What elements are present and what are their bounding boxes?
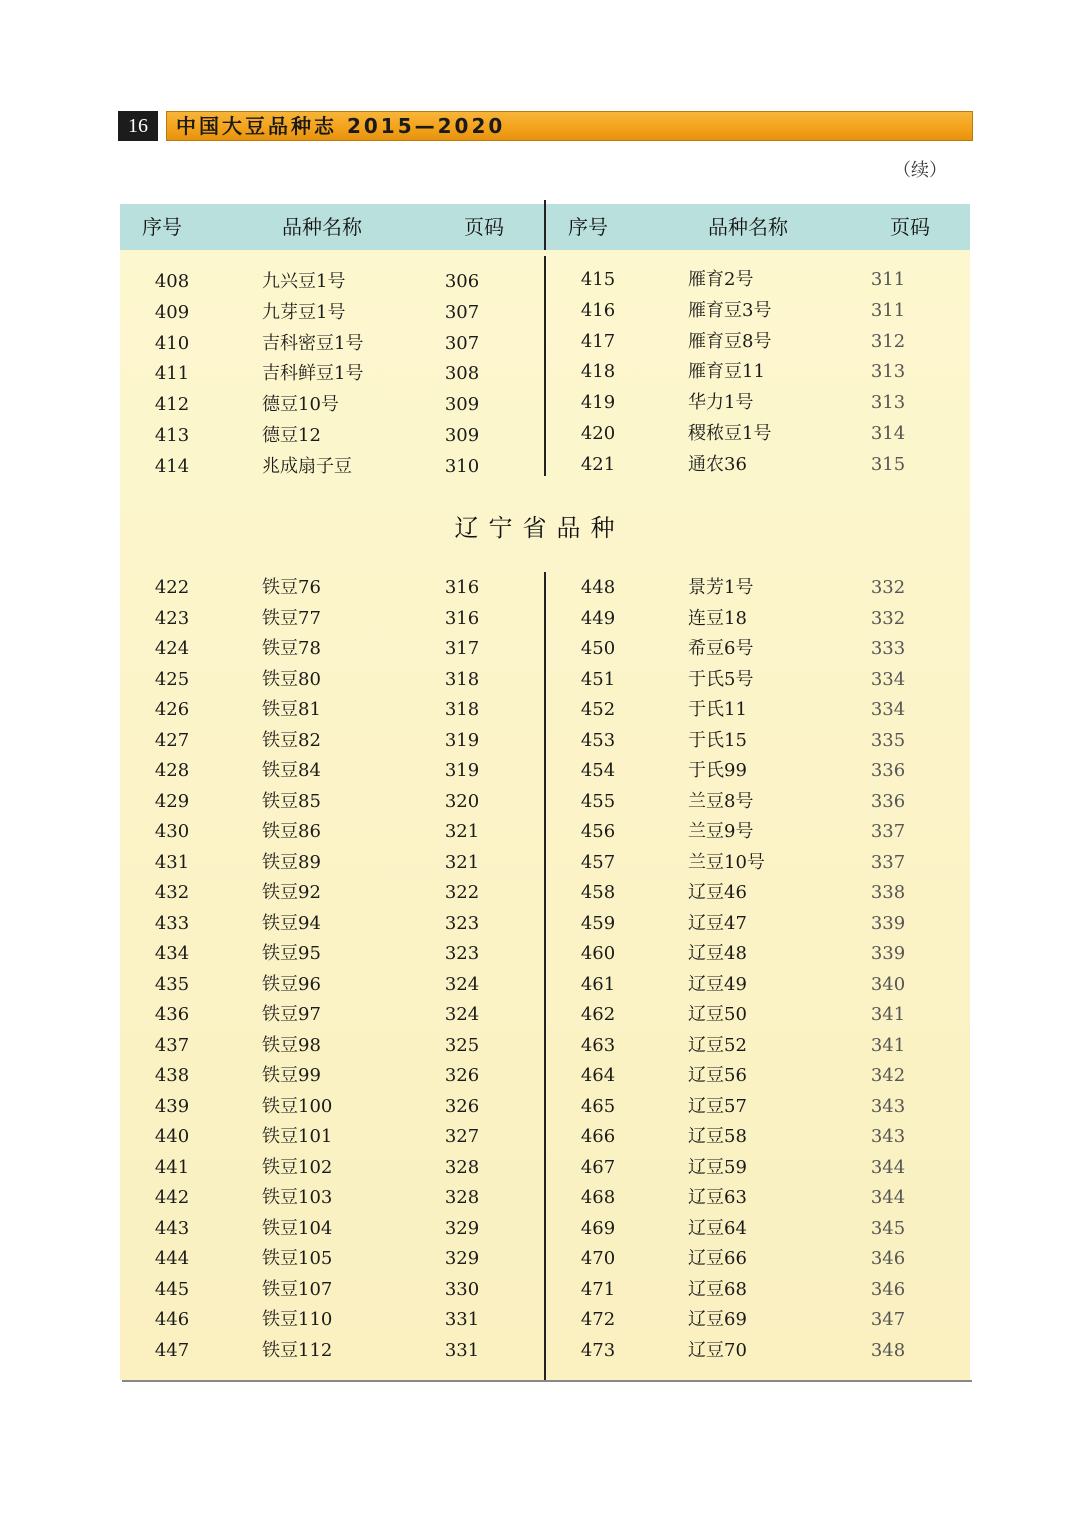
table-row (578, 450, 918, 480)
variety-number: 408 (154, 271, 190, 292)
col-header-no-right: 序号 (568, 215, 608, 239)
table-row (152, 695, 492, 725)
page-reference: 324 (444, 973, 480, 995)
table-row (152, 726, 492, 756)
col-header-name-right: 品种名称 (708, 215, 788, 239)
page-reference: 335 (870, 729, 906, 751)
page-reference: 336 (870, 760, 906, 781)
page-reference: 313 (870, 392, 906, 414)
variety-name: 铁豆107 (262, 1278, 333, 1300)
variety-number: 463 (580, 1034, 616, 1056)
variety-number: 435 (154, 973, 190, 995)
variety-name: 铁豆92 (262, 882, 321, 903)
book-title: 中国大豆品种志 2015—2020 (176, 114, 506, 138)
variety-number: 440 (154, 1126, 190, 1147)
table-row (152, 939, 492, 969)
variety-number: 417 (580, 330, 616, 352)
page-reference: 344 (870, 1187, 906, 1208)
table-row (578, 665, 918, 695)
page-reference: 342 (870, 1065, 906, 1086)
table-row (578, 787, 918, 817)
variety-number: 465 (580, 1095, 616, 1117)
variety-name: 德豆12 (262, 425, 321, 446)
variety-name: 铁豆102 (262, 1156, 333, 1178)
page-reference: 313 (870, 361, 906, 383)
variety-number: 416 (580, 299, 616, 321)
variety-number: 426 (154, 699, 190, 720)
table-row (578, 296, 918, 326)
variety-number: 434 (154, 943, 190, 964)
page-reference: 319 (444, 729, 480, 751)
variety-name: 铁豆84 (262, 760, 321, 781)
variety-name: 铁豆105 (262, 1248, 333, 1269)
variety-number: 450 (580, 638, 616, 659)
variety-name: 辽豆64 (688, 1217, 747, 1239)
variety-name: 铁豆77 (262, 607, 321, 629)
variety-name: 辽豆52 (688, 1034, 747, 1056)
variety-number: 413 (154, 425, 190, 446)
page-reference: 306 (444, 271, 480, 292)
variety-name: 辽豆59 (688, 1156, 747, 1178)
variety-number: 466 (580, 1126, 616, 1147)
variety-name: 铁豆81 (262, 699, 321, 720)
table-row (152, 634, 492, 664)
page-reference: 321 (444, 821, 480, 842)
variety-name: 铁豆85 (262, 790, 321, 812)
page-reference: 347 (870, 1309, 906, 1330)
section-title: 辽宁省品种 (454, 514, 625, 542)
page-reference: 316 (444, 607, 480, 629)
table-row (152, 817, 492, 847)
variety-number: 454 (580, 760, 616, 781)
variety-number: 411 (154, 363, 190, 385)
variety-number: 414 (154, 455, 190, 477)
variety-name: 铁豆97 (262, 1004, 321, 1025)
table-row (578, 634, 918, 664)
table-row (578, 1153, 918, 1183)
variety-name: 铁豆103 (262, 1187, 333, 1208)
table-row (578, 604, 918, 634)
variety-number: 460 (580, 943, 616, 964)
variety-number: 429 (154, 790, 190, 812)
page-reference: 318 (444, 668, 480, 690)
variety-number: 439 (154, 1095, 190, 1117)
table-row (152, 298, 492, 328)
variety-number: 462 (580, 1004, 616, 1025)
variety-name: 铁豆100 (262, 1095, 333, 1117)
table-row (152, 1153, 492, 1183)
variety-number: 453 (580, 729, 616, 751)
variety-number: 472 (580, 1309, 616, 1330)
page-reference: 328 (444, 1156, 480, 1178)
variety-number: 437 (154, 1034, 190, 1056)
variety-number: 469 (580, 1217, 616, 1239)
col-header-page-left: 页码 (464, 215, 504, 239)
variety-name: 辽豆63 (688, 1187, 747, 1208)
variety-name: 辽豆70 (688, 1339, 747, 1361)
table-row (152, 1214, 492, 1244)
table-row (578, 878, 918, 908)
variety-number: 470 (580, 1248, 616, 1269)
variety-name: 铁豆96 (262, 973, 321, 995)
table-row (152, 604, 492, 634)
variety-name: 铁豆80 (262, 668, 321, 690)
page-reference: 321 (444, 851, 480, 873)
variety-number: 430 (154, 821, 190, 842)
table-row (578, 1061, 918, 1091)
page-reference: 348 (870, 1339, 906, 1361)
page-reference: 341 (870, 1004, 906, 1025)
table-row (152, 267, 492, 297)
table-row (578, 726, 918, 756)
variety-number: 438 (154, 1065, 190, 1086)
table-row (152, 970, 492, 1000)
variety-name: 九芽豆1号 (262, 301, 346, 323)
variety-name: 于氏5号 (688, 668, 754, 690)
header-divider (544, 200, 546, 250)
page-reference: 343 (870, 1126, 906, 1147)
variety-name: 于氏11 (688, 699, 747, 720)
variety-name: 稷秾豆1号 (688, 423, 772, 444)
table-row (578, 1275, 918, 1305)
variety-name: 雁育豆8号 (688, 330, 772, 352)
variety-number: 459 (580, 912, 616, 934)
page-reference: 310 (444, 455, 480, 477)
variety-name: 辽豆49 (688, 973, 747, 995)
variety-name: 辽豆57 (688, 1095, 747, 1117)
variety-name: 吉科密豆1号 (262, 332, 364, 354)
variety-number: 415 (580, 269, 616, 290)
variety-name: 雁育豆11 (688, 361, 765, 383)
variety-number: 448 (580, 577, 616, 598)
table-row (152, 1000, 492, 1030)
table-row (578, 1122, 918, 1152)
table-row (578, 419, 918, 449)
variety-number: 444 (154, 1248, 190, 1269)
page-reference: 307 (444, 332, 480, 354)
variety-number: 436 (154, 1004, 190, 1025)
variety-number: 473 (580, 1339, 616, 1361)
variety-number: 423 (154, 607, 190, 629)
table-row (152, 848, 492, 878)
table-row (578, 817, 918, 847)
continued-label: （续） (893, 160, 947, 181)
variety-number: 422 (154, 577, 190, 598)
page-reference: 344 (870, 1156, 906, 1178)
page-reference: 314 (870, 423, 906, 444)
variety-name: 辽豆46 (688, 882, 747, 903)
variety-number: 467 (580, 1156, 616, 1178)
variety-name: 辽豆56 (688, 1065, 747, 1086)
variety-name: 铁豆104 (262, 1217, 333, 1239)
table-row (578, 388, 918, 418)
variety-number: 420 (580, 423, 616, 444)
page-reference: 337 (870, 851, 906, 873)
variety-name: 铁豆98 (262, 1034, 321, 1056)
variety-name: 景芳1号 (688, 577, 754, 598)
table-row (578, 970, 918, 1000)
table-row (578, 848, 918, 878)
variety-name: 辽豆68 (688, 1278, 747, 1300)
page-reference: 329 (444, 1248, 480, 1269)
variety-name: 辽豆48 (688, 943, 747, 964)
page-reference: 323 (444, 943, 480, 964)
page-reference: 334 (870, 699, 906, 720)
page-reference: 341 (870, 1034, 906, 1056)
variety-name: 雁育2号 (688, 269, 754, 290)
variety-number: 443 (154, 1217, 190, 1239)
table-row (152, 573, 492, 603)
table-row (578, 695, 918, 725)
table-row (152, 756, 492, 786)
table-row (152, 1183, 492, 1213)
variety-number: 424 (154, 638, 190, 659)
page-reference: 346 (870, 1248, 906, 1269)
table-row (152, 421, 492, 451)
col-header-no-left: 序号 (142, 215, 182, 239)
variety-name: 兰豆10号 (688, 851, 765, 873)
col-header-name-left: 品种名称 (282, 215, 362, 239)
page-reference: 309 (444, 425, 480, 446)
variety-name: 铁豆99 (262, 1065, 321, 1086)
page-number: 16 (118, 111, 158, 141)
variety-name: 兆成扇子豆 (262, 455, 352, 477)
variety-number: 452 (580, 699, 616, 720)
variety-name: 德豆10号 (262, 394, 339, 416)
table-row (152, 390, 492, 420)
variety-name: 于氏15 (688, 729, 747, 751)
variety-number: 410 (154, 332, 190, 354)
variety-name: 铁豆78 (262, 638, 321, 659)
page-reference: 308 (444, 363, 480, 385)
page-reference: 333 (870, 638, 906, 659)
page-reference: 331 (444, 1339, 480, 1361)
table-row (152, 1275, 492, 1305)
variety-number: 449 (580, 607, 616, 629)
variety-number: 461 (580, 973, 616, 995)
page-reference: 343 (870, 1095, 906, 1117)
table-row (578, 756, 918, 786)
page-reference: 307 (444, 301, 480, 323)
page-reference: 328 (444, 1187, 480, 1208)
page-reference: 337 (870, 821, 906, 842)
table-row (578, 327, 918, 357)
column-divider-group1 (544, 256, 546, 476)
variety-number: 471 (580, 1278, 616, 1300)
page-reference: 315 (870, 453, 906, 475)
variety-number: 433 (154, 912, 190, 934)
variety-name: 铁豆86 (262, 821, 321, 842)
variety-number: 409 (154, 301, 190, 323)
variety-name: 辽豆47 (688, 912, 747, 934)
table-row (578, 357, 918, 387)
page-reference: 312 (870, 330, 906, 352)
page-reference: 334 (870, 668, 906, 690)
page-reference: 329 (444, 1217, 480, 1239)
page-reference: 322 (444, 882, 480, 903)
page-reference: 330 (444, 1278, 480, 1300)
variety-name: 兰豆9号 (688, 821, 754, 842)
table-row (152, 1122, 492, 1152)
variety-name: 于氏99 (688, 760, 747, 781)
page-reference: 319 (444, 760, 480, 781)
table-bottom-rule (122, 1380, 972, 1382)
table-row (152, 665, 492, 695)
table-row (578, 1305, 918, 1335)
variety-name: 铁豆76 (262, 577, 321, 598)
variety-number: 442 (154, 1187, 190, 1208)
variety-name: 铁豆94 (262, 912, 321, 934)
variety-name: 希豆6号 (688, 638, 754, 659)
table-row (152, 452, 492, 482)
table-row (578, 1092, 918, 1122)
table-row (152, 878, 492, 908)
variety-name: 铁豆101 (262, 1126, 333, 1147)
table-row (152, 1305, 492, 1335)
page-reference: 316 (444, 577, 480, 598)
page-reference: 324 (444, 1004, 480, 1025)
variety-name: 铁豆95 (262, 943, 321, 964)
variety-number: 447 (154, 1339, 190, 1361)
table-row (578, 1244, 918, 1274)
variety-number: 441 (154, 1156, 190, 1178)
page-reference: 318 (444, 699, 480, 720)
page-reference: 311 (870, 269, 906, 290)
page-reference: 325 (444, 1034, 480, 1056)
table-row (578, 265, 918, 295)
variety-number: 428 (154, 760, 190, 781)
variety-name: 吉科鲜豆1号 (262, 363, 364, 385)
variety-number: 445 (154, 1278, 190, 1300)
page-reference: 309 (444, 394, 480, 416)
variety-name: 铁豆82 (262, 729, 321, 751)
page-reference: 332 (870, 607, 906, 629)
variety-number: 432 (154, 882, 190, 903)
variety-number: 427 (154, 729, 190, 751)
page-reference: 326 (444, 1095, 480, 1117)
table-row (578, 573, 918, 603)
table-row (152, 1061, 492, 1091)
variety-name: 铁豆112 (262, 1339, 333, 1361)
variety-number: 458 (580, 882, 616, 903)
variety-number: 451 (580, 668, 616, 690)
page-reference: 339 (870, 912, 906, 934)
variety-number: 468 (580, 1187, 616, 1208)
table-row (152, 1336, 492, 1366)
table-row (152, 1092, 492, 1122)
variety-name: 九兴豆1号 (262, 271, 346, 292)
variety-number: 446 (154, 1309, 190, 1330)
page-reference: 317 (444, 638, 480, 659)
table-row (578, 909, 918, 939)
variety-name: 铁豆89 (262, 851, 321, 873)
table-row (578, 1000, 918, 1030)
variety-number: 419 (580, 392, 616, 414)
table-row (152, 787, 492, 817)
variety-name: 兰豆8号 (688, 790, 754, 812)
page-reference: 345 (870, 1217, 906, 1239)
table-row (578, 1031, 918, 1061)
page-reference: 332 (870, 577, 906, 598)
variety-number: 421 (580, 453, 616, 475)
variety-name: 连豆18 (688, 607, 747, 629)
table-row (578, 939, 918, 969)
page-reference: 346 (870, 1278, 906, 1300)
table-row (152, 329, 492, 359)
running-header (118, 111, 973, 141)
page-reference: 326 (444, 1065, 480, 1086)
variety-number: 418 (580, 361, 616, 383)
variety-name: 辽豆69 (688, 1309, 747, 1330)
variety-number: 457 (580, 851, 616, 873)
table-row (578, 1336, 918, 1366)
page-reference: 336 (870, 790, 906, 812)
page-reference: 327 (444, 1126, 480, 1147)
variety-name: 雁育豆3号 (688, 299, 772, 321)
variety-name: 辽豆66 (688, 1248, 747, 1269)
page-reference: 311 (870, 299, 906, 321)
table-row (152, 909, 492, 939)
variety-number: 412 (154, 394, 190, 416)
column-divider-group2 (544, 572, 546, 1380)
col-header-page-right: 页码 (890, 215, 930, 239)
page-reference: 320 (444, 790, 480, 812)
variety-name: 通农36 (688, 453, 747, 475)
page-reference: 323 (444, 912, 480, 934)
variety-name: 辽豆50 (688, 1004, 747, 1025)
variety-name: 辽豆58 (688, 1126, 747, 1147)
table-row (578, 1183, 918, 1213)
variety-number: 431 (154, 851, 190, 873)
page-reference: 340 (870, 973, 906, 995)
table-row (152, 1244, 492, 1274)
variety-number: 464 (580, 1065, 616, 1086)
table-row (152, 1031, 492, 1061)
table-row (578, 1214, 918, 1244)
variety-name: 华力1号 (688, 392, 754, 414)
page-reference: 331 (444, 1309, 480, 1330)
variety-number: 455 (580, 790, 616, 812)
variety-number: 456 (580, 821, 616, 842)
page-reference: 339 (870, 943, 906, 964)
variety-name: 铁豆110 (262, 1309, 333, 1330)
table-row (152, 359, 492, 389)
page-reference: 338 (870, 882, 906, 903)
variety-number: 425 (154, 668, 190, 690)
